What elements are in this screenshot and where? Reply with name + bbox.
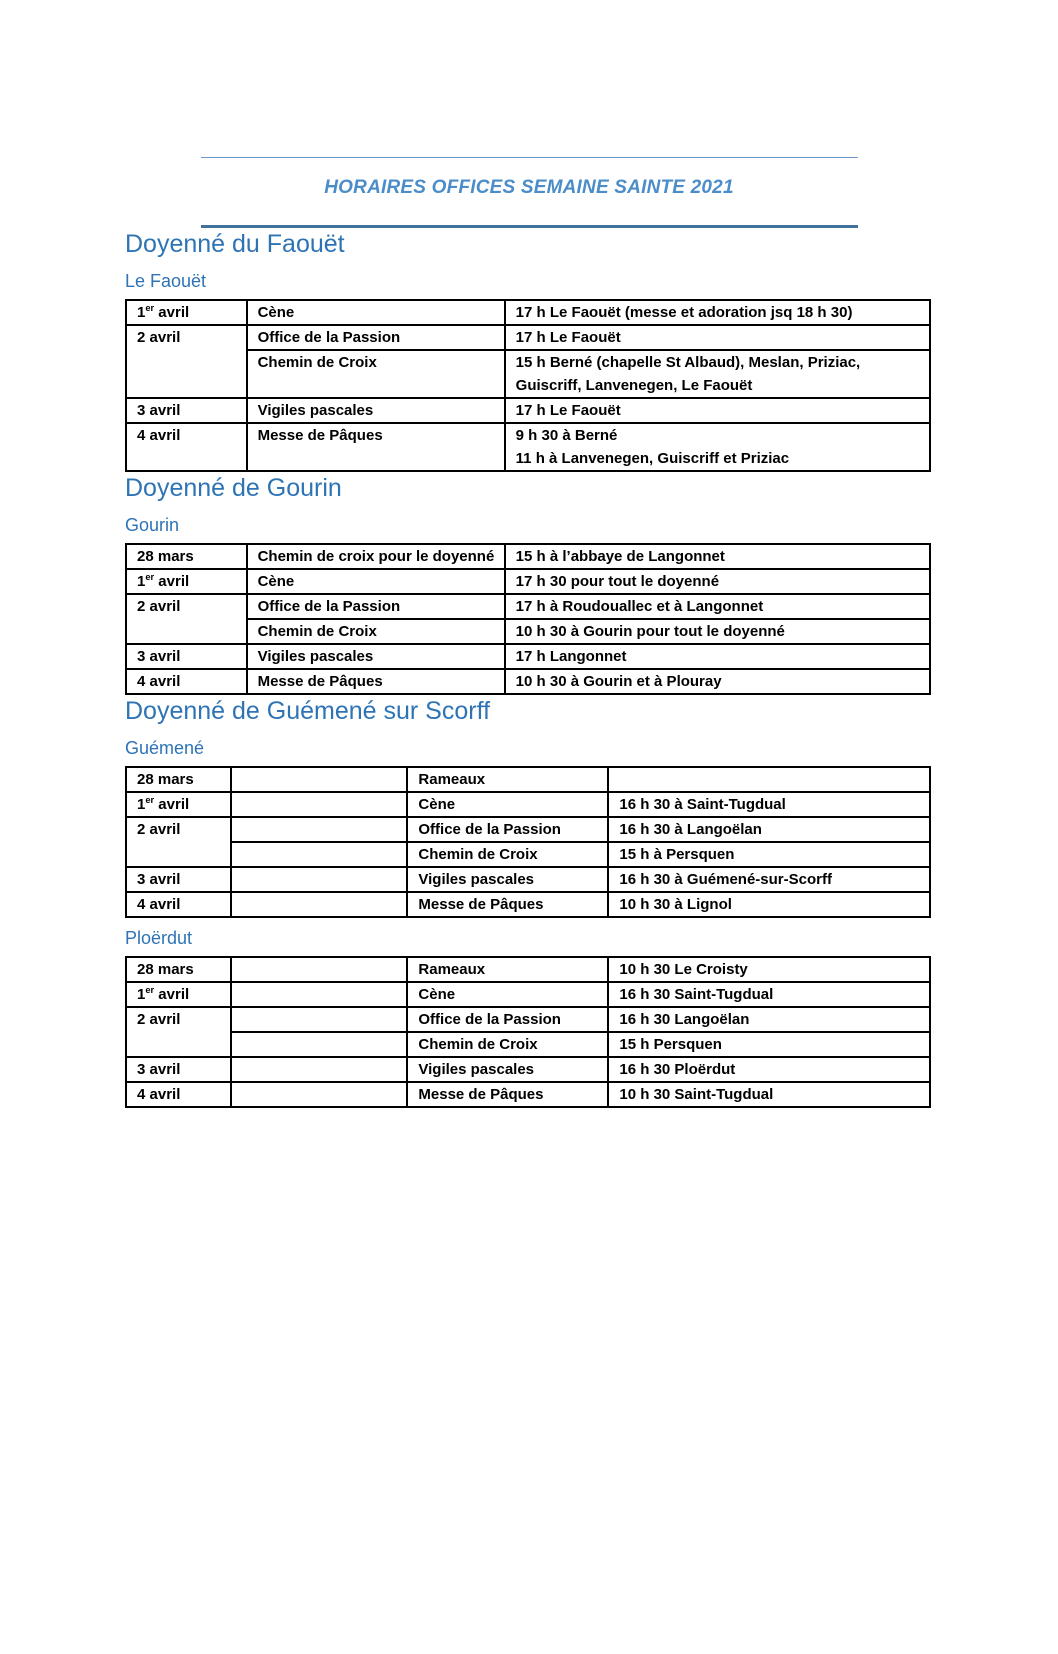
table-cell: Vigiles pascales: [247, 398, 505, 423]
table-cell: Rameaux: [407, 767, 608, 792]
table-cell: 17 h Le Faouët: [505, 325, 930, 350]
table-cell: [608, 767, 930, 792]
table-cell: Chemin de croix pour le doyenné: [247, 544, 505, 569]
table-cell: Office de la Passion: [247, 594, 505, 619]
subsection-heading-ploerdut: Ploërdut: [125, 928, 193, 948]
table-cell: Office de la Passion: [407, 1007, 608, 1032]
table-row: [126, 325, 930, 350]
table-cell: 10 h 30 à Gourin et à Plouray: [505, 669, 930, 694]
table-row: [126, 1032, 930, 1057]
table-row: [126, 1007, 930, 1032]
table-cell: Chemin de Croix: [407, 1032, 608, 1057]
section-heading-faouet: Doyenné du Faouët: [125, 230, 345, 258]
table-cell: Office de la Passion: [247, 325, 505, 350]
table-cell: Messe de Pâques: [407, 892, 608, 917]
table-cell: 1er avril: [126, 982, 231, 1007]
table-cell: 17 h Le Faouët: [505, 398, 930, 423]
table-cell: Cène: [247, 300, 505, 325]
table-row: [126, 594, 930, 619]
table-cell: 10 h 30 Le Croisty: [608, 957, 930, 982]
section-doyenne-de-guemene-sur-scorff: [125, 695, 933, 1108]
table-cell: 28 mars: [126, 957, 231, 982]
table-gourin: [125, 543, 931, 695]
table-cell: Cène: [407, 982, 608, 1007]
section-doyenne-du-faouet: [125, 228, 933, 472]
table-cell: [231, 892, 408, 917]
table-cell: Messe de Pâques: [247, 669, 505, 694]
table-cell: 2 avril: [126, 1007, 231, 1057]
table-ploerdut: [125, 956, 931, 1108]
table-cell: 3 avril: [126, 1057, 231, 1082]
table-le-faouet: [125, 299, 931, 472]
table-row: [126, 350, 930, 398]
table-cell: 1er avril: [126, 300, 247, 325]
table-cell: 16 h 30 à Guémené-sur-Scorff: [608, 867, 930, 892]
table-cell: 4 avril: [126, 423, 247, 471]
table-cell: [231, 957, 408, 982]
ordinal-superscript: er: [145, 572, 155, 582]
table-cell: 4 avril: [126, 669, 247, 694]
table-cell: 16 h 30 Langoëlan: [608, 1007, 930, 1032]
table-cell: 17 h Le Faouët (messe et adoration jsq 18 h 30): [505, 300, 930, 325]
table-row: [126, 398, 930, 423]
table-cell: Cène: [407, 792, 608, 817]
table-row: [126, 569, 930, 594]
table-cell: [231, 1007, 408, 1032]
table-cell: 2 avril: [126, 325, 247, 398]
table-cell: 10 h 30 à Lignol: [608, 892, 930, 917]
table-cell: 16 h 30 Ploërdut: [608, 1057, 930, 1082]
table-cell: 3 avril: [126, 644, 247, 669]
table-cell: 15 h Persquen: [608, 1032, 930, 1057]
ordinal-superscript: er: [145, 985, 155, 995]
table-cell: 10 h 30 Saint-Tugdual: [608, 1082, 930, 1107]
section-doyenne-de-gourin: [125, 472, 933, 695]
table-row: [126, 423, 930, 471]
table-row: [126, 982, 930, 1007]
table-cell: 3 avril: [126, 398, 247, 423]
table-cell: [231, 867, 408, 892]
table-cell: Vigiles pascales: [407, 1057, 608, 1082]
table-cell: 9 h 30 à Berné 11 h à Lanvenegen, Guiscriff et Priziac: [505, 423, 930, 471]
table-cell: 1er avril: [126, 569, 247, 594]
table-row: [126, 792, 930, 817]
table-cell: 15 h Berné (chapelle St Albaud), Meslan, Priziac, Guiscriff, Lanvenegen, Le Faouët: [505, 350, 930, 398]
table-cell: Vigiles pascales: [407, 867, 608, 892]
table-cell: 16 h 30 à Langoëlan: [608, 817, 930, 842]
table-cell: [231, 982, 408, 1007]
table-cell: Chemin de Croix: [247, 350, 505, 398]
table-row: [126, 867, 930, 892]
table-cell: [231, 1057, 408, 1082]
table-cell: [231, 842, 408, 867]
subsection-heading-le-faouet: Le Faouët: [125, 271, 207, 291]
table-cell: [231, 817, 408, 842]
table-guemene: [125, 766, 931, 918]
table-row: [126, 544, 930, 569]
table-row: [126, 892, 930, 917]
subsection-heading-gourin: Gourin: [125, 515, 180, 535]
table-cell: 2 avril: [126, 817, 231, 867]
table-cell: [231, 1032, 408, 1057]
table-cell: [231, 792, 408, 817]
document-content: [0, 228, 1058, 1108]
table-cell: Office de la Passion: [407, 817, 608, 842]
table-cell: Chemin de Croix: [407, 842, 608, 867]
table-row: [126, 817, 930, 842]
table-row: [126, 957, 930, 982]
table-cell: 2 avril: [126, 594, 247, 644]
table-cell: Vigiles pascales: [247, 644, 505, 669]
document-page: [0, 157, 1058, 1654]
table-row: [126, 1057, 930, 1082]
table-cell: 4 avril: [126, 1082, 231, 1107]
table-cell: 10 h 30 à Gourin pour tout le doyenné: [505, 619, 930, 644]
table-row: [126, 1082, 930, 1107]
table-cell: Messe de Pâques: [247, 423, 505, 471]
document-title-block: [201, 157, 858, 228]
table-cell: 4 avril: [126, 892, 231, 917]
table-row: [126, 669, 930, 694]
section-heading-gourin: Doyenné de Gourin: [125, 474, 342, 502]
table-cell: 17 h 30 pour tout le doyenné: [505, 569, 930, 594]
table-cell: Rameaux: [407, 957, 608, 982]
table-row: [126, 619, 930, 644]
table-cell: 17 h Langonnet: [505, 644, 930, 669]
table-cell: 28 mars: [126, 544, 247, 569]
table-cell: 17 h à Roudouallec et à Langonnet: [505, 594, 930, 619]
table-row: [126, 767, 930, 792]
table-cell: 1er avril: [126, 792, 231, 817]
table-cell: [231, 767, 408, 792]
table-cell: [231, 1082, 408, 1107]
table-cell: 15 h à Persquen: [608, 842, 930, 867]
table-cell: 3 avril: [126, 867, 231, 892]
table-cell: 16 h 30 à Saint-Tugdual: [608, 792, 930, 817]
table-row: [126, 300, 930, 325]
table-cell: 28 mars: [126, 767, 231, 792]
ordinal-superscript: er: [145, 303, 155, 313]
subsection-heading-guemene: Guémené: [125, 738, 205, 758]
table-row: [126, 842, 930, 867]
table-cell: Cène: [247, 569, 505, 594]
table-cell: 16 h 30 Saint-Tugdual: [608, 982, 930, 1007]
ordinal-superscript: er: [145, 795, 155, 805]
table-cell: Messe de Pâques: [407, 1082, 608, 1107]
document-title: HORAIRES OFFICES SEMAINE SAINTE 2021: [324, 177, 734, 198]
section-heading-guemene-sur-scorff: Doyenné de Guémené sur Scorff: [125, 697, 491, 725]
title-top-rule: [201, 157, 858, 158]
table-cell: 15 h à l’abbaye de Langonnet: [505, 544, 930, 569]
table-cell: Chemin de Croix: [247, 619, 505, 644]
table-row: [126, 644, 930, 669]
